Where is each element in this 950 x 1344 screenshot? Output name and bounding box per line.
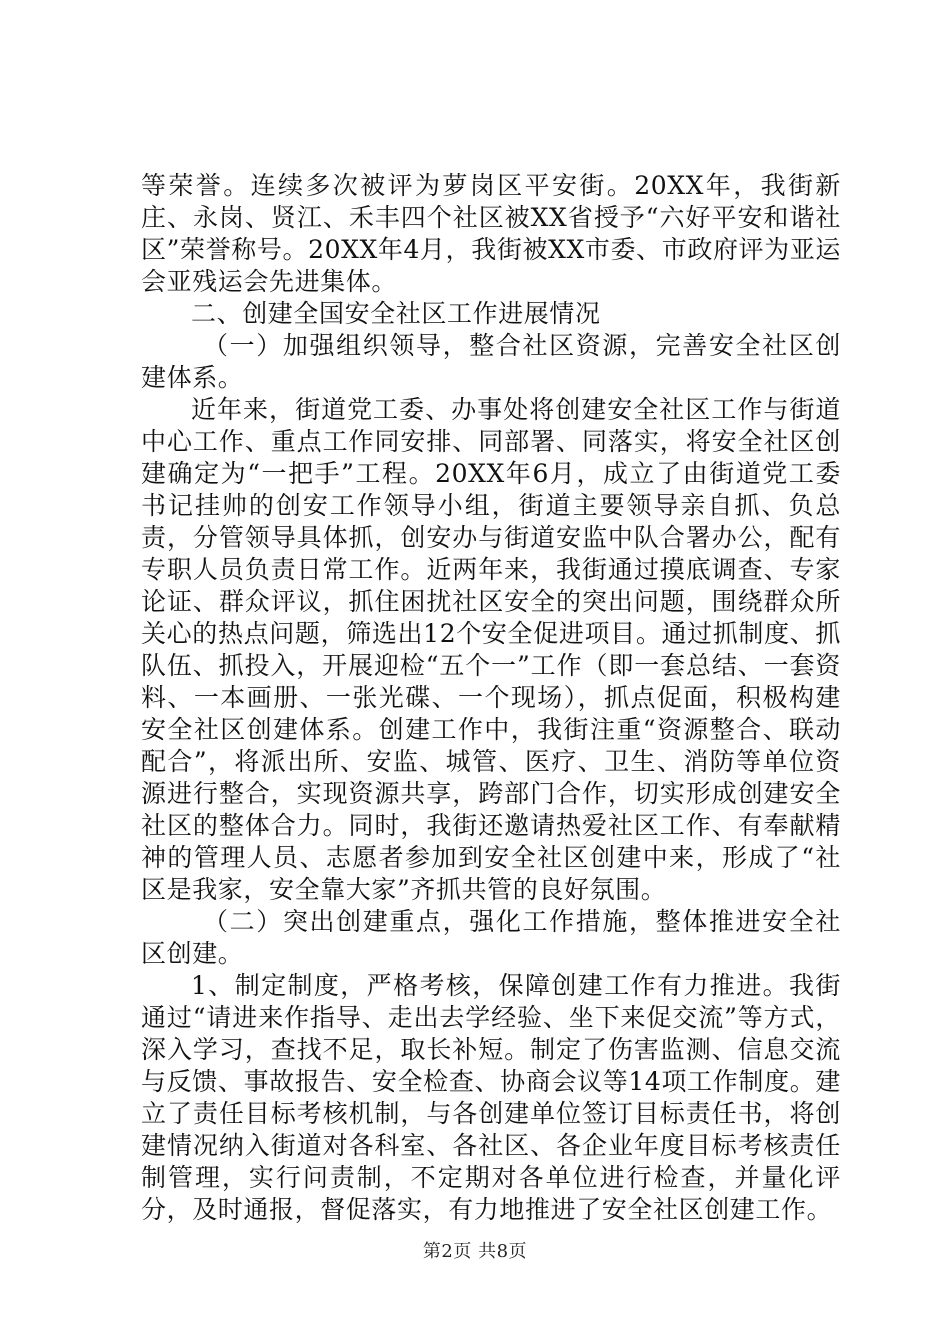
page-footer: 第2页 共8页 [422,1241,528,1262]
document-body [141,170,841,1226]
subsection-heading-1: （一）加强组织领导，整合社区资源，完善安全社区创建体系。 [141,331,841,392]
paragraph-honors: 等荣誉。连续多次被评为萝岗区平安街。20XX年，我街新庄、永岗、贤江、禾丰四个社区被XX省授予“六好平安和谐社区”荣誉称号。20XX年4月，我街被XX市委、市政府评为亚运会亚残运会先进集体。 [141,171,841,296]
paragraph-organization: 近年来，街道党工委、办事处将创建安全社区工作与街道中心工作、重点工作同安排、同部署、同落实，将安全社区创建确定为“一把手”工程。20XX年6月，成立了由街道党工委书记挂帅的创安工作领导小组，街道主要领导亲自抓、负总责，分管领导具体抓，创安办与街道安监中队合署办公，配有专职人员负责日常工作。近两年来，我街通过摸底调查、专家论证、群众评议，抓住困扰社区安全的突出问题，围绕群众所关心的热点问题，筛选出12个安全促进项目。通过抓制度、抓队伍、抓投入，开展迎检“五个一”工作（即一套总结、一套资料、一本画册、一张光碟、一个现场），抓点促面，积极构建安全社区创建体系。创建工作中，我街注重“资源整合、联动配合”，将派出所、安监、城管、医疗、卫生、消防等单位资源进行整合，实现资源共享，跨部门合作，切实形成创建安全社区的整体合力。同时，我街还邀请热爱社区工作、有奉献精神的管理人员、志愿者参加到安全社区创建中来，形成了“社区是我家，安全靠大家”齐抓共管的良好氛围。 [141,395,841,904]
subsection-heading-2: （二）突出创建重点，强化工作措施，整体推进安全社区创建。 [141,907,841,968]
section-heading-2: 二、创建全国安全社区工作进展情况 [191,299,601,328]
paragraph-system-assessment: 1、制定制度，严格考核，保障创建工作有力推进。我街通过“请进来作指导、走出去学经验、坐下来促交流”等方式，深入学习，查找不足，取长补短。制定了伤害监测、信息交流与反馈、事故报告、安全检查、协商会议等14项工作制度。建立了责任目标考核机制，与各创建单位签订目标责任书，将创建情况纳入街道对各科室、各社区、各企业年度目标考核责任制管理，实行问责制，不定期对各单位进行检查，并量化评分，及时通报，督促落实，有力地推进了安全社区创建工作。 [141,971,841,1224]
